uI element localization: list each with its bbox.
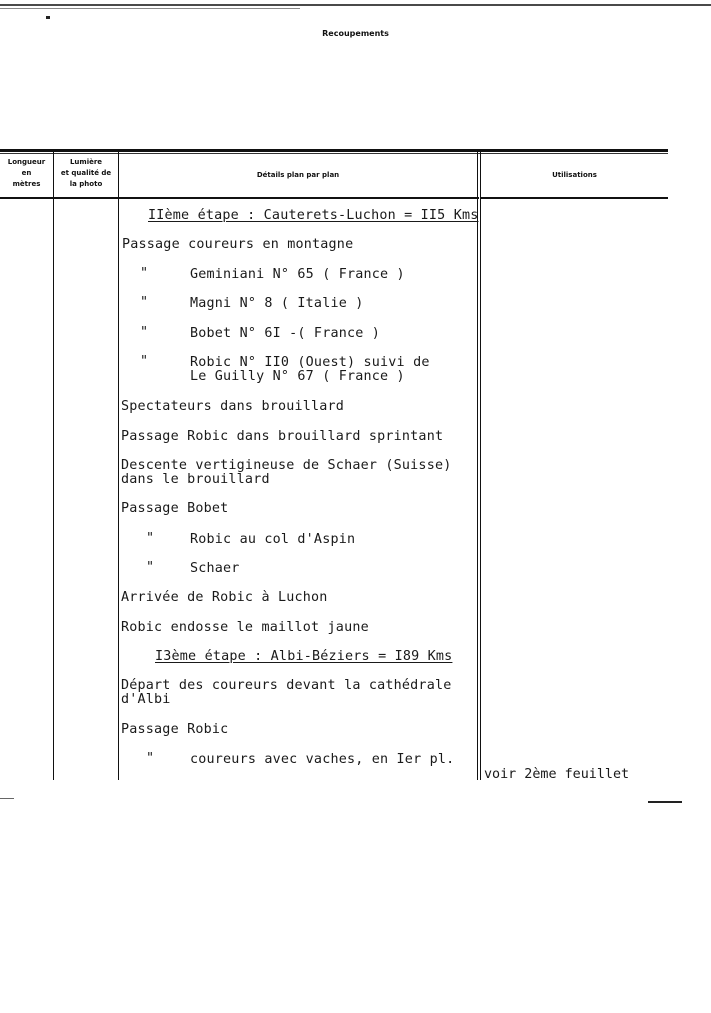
header-bottom-rule-middle — [118, 197, 479, 199]
column-header-length — [0, 157, 53, 190]
top-rule — [0, 4, 711, 6]
page-title: Recoupements — [322, 29, 389, 38]
shot-line: Schaer — [190, 561, 240, 576]
shot-line: coureurs avec vaches, en Ier pl. — [190, 752, 455, 767]
column-divider-1 — [53, 150, 54, 780]
table-top-rule — [0, 149, 668, 152]
uses-note: voir 2ème feuillet — [484, 767, 630, 782]
bottom-mark-left — [0, 798, 14, 799]
column-header-light-line-3: la photo — [69, 180, 103, 188]
bottom-mark-right — [648, 801, 682, 803]
shot-line: Geminiani N° 65 ( France ) — [190, 267, 405, 282]
stage-heading: IIème étape : Cauterets-Luchon = II5 Kms — [148, 208, 479, 223]
shot-line: Magni N° 8 ( Italie ) — [190, 296, 364, 311]
ditto-mark: " — [146, 560, 155, 575]
shot-line: Passage Robic — [121, 722, 229, 737]
column-header-light-line-2: et qualité de — [60, 169, 112, 177]
shot-line: Bobet N° 6I -( France ) — [190, 326, 381, 341]
table-top-rule-secondary — [0, 153, 668, 154]
column-divider-2 — [118, 150, 119, 780]
header-bottom-rule-left — [0, 197, 118, 199]
shot-line: Robic N° II0 (Ouest) suivi de Le Guilly N° 67 ( France ) — [190, 355, 430, 384]
column-header-length-line-1: Longueur — [7, 158, 46, 166]
ditto-mark: " — [140, 266, 149, 281]
header-bottom-rule-right — [481, 197, 668, 199]
ditto-mark: " — [146, 531, 155, 546]
shot-line: Spectateurs dans brouillard — [121, 399, 345, 414]
ink-mark — [46, 16, 50, 19]
shot-line: Passage Robic dans brouillard sprintant — [121, 429, 444, 444]
column-header-light — [54, 157, 118, 190]
shot-line: Robic endosse le maillot jaune — [121, 620, 369, 635]
ditto-mark: " — [140, 354, 149, 369]
column-header-length-line-3: mètres — [12, 180, 41, 188]
column-header-uses: Utilisations — [552, 171, 597, 179]
ditto-mark: " — [140, 295, 149, 310]
column-header-length-line-2: en — [21, 169, 32, 177]
shot-line: Robic au col d'Aspin — [190, 532, 356, 547]
shot-line: Passage coureurs en montagne — [122, 237, 354, 252]
shot-line: Départ des coureurs devant la cathédrale d'Albi — [121, 678, 452, 707]
shot-line: Passage Bobet — [121, 501, 229, 516]
stage-heading: I3ème étape : Albi-Béziers = I89 Kms — [155, 649, 453, 664]
shot-line: Arrivée de Robic à Luchon — [121, 590, 328, 605]
column-divider-3 — [477, 150, 478, 780]
top-rule-secondary — [0, 8, 300, 9]
column-header-light-line-1: Lumière — [69, 158, 103, 166]
ditto-mark: " — [146, 751, 155, 766]
shot-line: Descente vertigineuse de Schaer (Suisse) dans le brouillard — [121, 458, 452, 487]
column-divider-4 — [480, 150, 481, 780]
column-header-details: Détails plan par plan — [256, 171, 340, 179]
ditto-mark: " — [140, 325, 149, 340]
